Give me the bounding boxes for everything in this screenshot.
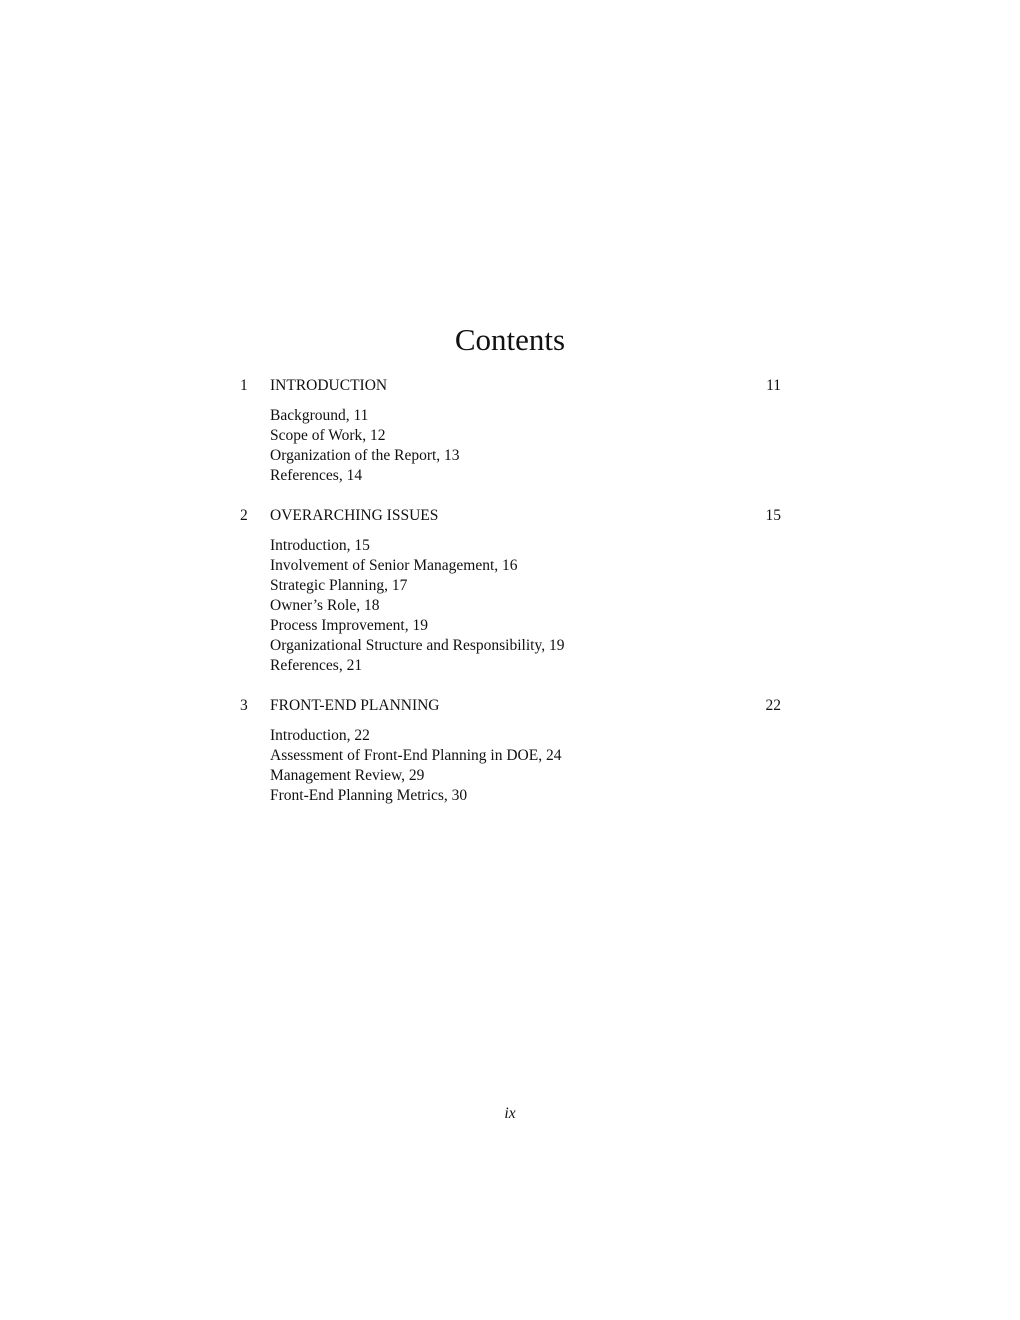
section-entry[interactable]: Front-End Planning Metrics, 30 — [270, 787, 468, 804]
chapter-title: FRONT-END PLANNING — [270, 697, 440, 714]
chapter-title: INTRODUCTION — [270, 377, 388, 394]
chapter-page-number: 15 — [765, 507, 781, 524]
chapter-heading-row[interactable] — [240, 696, 785, 716]
chapter-page-number: 11 — [766, 377, 781, 394]
table-of-contents — [240, 376, 785, 826]
section-entry[interactable]: Assessment of Front-End Planning in DOE, 24 — [270, 747, 562, 764]
chapter-number: 3 — [240, 697, 248, 714]
section-entry[interactable]: Involvement of Senior Management, 16 — [270, 557, 518, 574]
chapter-1 — [240, 376, 785, 486]
section-entry[interactable]: Organization of the Report, 13 — [270, 447, 460, 464]
section-entry[interactable]: Background, 11 — [270, 407, 369, 424]
section-entry[interactable]: Scope of Work, 12 — [270, 427, 386, 444]
chapter-heading-row[interactable] — [240, 376, 785, 396]
section-entry[interactable]: Owner’s Role, 18 — [270, 597, 380, 614]
section-entry[interactable]: Process Improvement, 19 — [270, 617, 428, 634]
section-entry[interactable]: Introduction, 22 — [270, 727, 370, 744]
section-entry[interactable]: Organizational Structure and Responsibility, 19 — [270, 637, 565, 654]
chapter-number: 2 — [240, 507, 248, 524]
chapter-page-number: 22 — [765, 697, 781, 714]
section-entry[interactable]: Management Review, 29 — [270, 767, 425, 784]
chapter-3 — [240, 696, 785, 806]
section-entry[interactable]: Strategic Planning, 17 — [270, 577, 408, 594]
page-title: Contents — [454, 322, 566, 357]
chapter-heading-row[interactable] — [240, 506, 785, 526]
chapter-number: 1 — [240, 377, 248, 394]
section-list — [270, 726, 785, 806]
chapter-title: OVERARCHING ISSUES — [270, 507, 439, 524]
chapter-2 — [240, 506, 785, 676]
section-entry[interactable]: References, 14 — [270, 467, 363, 484]
page-folio: ix — [504, 1105, 516, 1122]
section-entry[interactable]: References, 21 — [270, 657, 363, 674]
section-list — [270, 406, 785, 486]
section-entry[interactable]: Introduction, 15 — [270, 537, 370, 554]
section-list — [270, 536, 785, 676]
